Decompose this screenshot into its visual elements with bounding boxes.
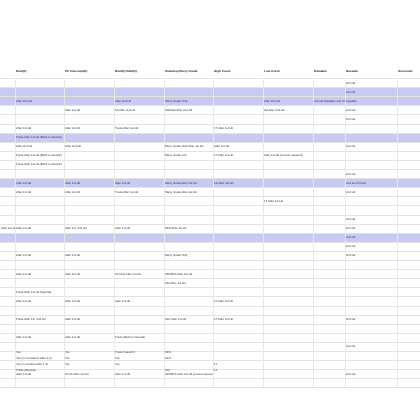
cell[interactable]: Kit 3C After 1st Hit — [65, 371, 89, 376]
row-gridline — [0, 306, 420, 307]
cell[interactable]: Yes — [115, 356, 120, 360]
row-gridline — [0, 233, 420, 234]
row-gridline — [0, 315, 420, 316]
cell[interactable]: 2nd Hit — [346, 371, 356, 376]
cell[interactable]: 2ld After 2nd Hit — [264, 107, 285, 112]
cell[interactable]: 2nd Hit Dataable and Chargeable — [314, 98, 357, 103]
cell[interactable]: After 1st Hit — [115, 180, 131, 185]
spreadsheet-grid — [0, 78, 420, 387]
column-header: Dueable — [346, 69, 359, 73]
highlighted-row — [0, 87, 420, 96]
cell[interactable]: 1T After 1st Hit — [214, 153, 234, 158]
cell[interactable]: Trade After 1st, 2nd Hit — [16, 317, 46, 322]
column-gridline — [313, 78, 314, 387]
column-gridline — [164, 78, 165, 387]
cell[interactable]: After 2nd Hit — [264, 98, 281, 103]
cell[interactable]: After 1st Hit — [65, 271, 81, 276]
cell[interactable]: Yes — [16, 350, 21, 354]
column-gridline — [213, 78, 214, 387]
cell[interactable]: 2nd Hit — [346, 171, 356, 176]
cell[interactable]: 1T After 1st Hit — [214, 298, 234, 303]
cell[interactable]: After 1st Hit — [65, 335, 81, 340]
row-gridline — [0, 251, 420, 252]
cell[interactable]: Trade After 1st Hit — [115, 126, 139, 130]
cell[interactable]: Sild After 1st Hit — [165, 280, 186, 285]
column-header: PC Intercept(E) — [65, 69, 88, 73]
cell[interactable]: Kit Only After 1st Hit — [115, 271, 141, 276]
row-gridline — [0, 215, 420, 216]
row-gridline — [0, 178, 420, 179]
cell[interactable]: Trade After 1st Hit (Back to Neutral) — [16, 135, 62, 140]
cell[interactable]: 2nd Hit — [346, 253, 356, 258]
row-gridline — [0, 160, 420, 161]
cell[interactable]: SLK — [165, 368, 171, 372]
row-gridline — [0, 142, 420, 143]
cell[interactable]: 2nd Hit — [346, 80, 356, 85]
column-header: Raid(#) — [16, 69, 27, 73]
row-gridline — [0, 324, 420, 325]
cell[interactable]: SKS — [165, 356, 171, 360]
cell[interactable]: 1T After 1st Hit — [264, 198, 284, 203]
cell[interactable]: Trade (Neutral) — [16, 368, 36, 372]
cell[interactable]: Trade After 1st Hit (Back to Neutral) — [16, 162, 62, 167]
cell[interactable]: Yes — [65, 356, 70, 360]
cell[interactable]: Sild/SKS After 1st Hit (Lesson Assure) — [165, 371, 214, 376]
cell[interactable]: Yes (in Consistent After 1,2) — [16, 356, 52, 360]
row-gridline — [0, 287, 420, 288]
cell[interactable]: Yes (in Contiue After 1,2) — [16, 362, 49, 366]
row-gridline — [0, 242, 420, 243]
cell[interactable]: Trade (Back to Neutral) — [115, 335, 145, 340]
cell[interactable]: 2nd Hit — [346, 317, 356, 322]
summary-rows — [0, 350, 420, 380]
cell[interactable]: After 1st Hit — [16, 298, 32, 303]
cell[interactable]: 2nd Hit — [346, 244, 356, 249]
cell[interactable]: Trade After 1st Hit — [115, 189, 139, 194]
cell[interactable]: After 2nd Hit — [16, 144, 33, 149]
cell[interactable]: SLK After 1st Hit — [165, 317, 187, 322]
cell[interactable]: SKS — [165, 350, 171, 354]
column-gridline — [345, 78, 346, 387]
column-gridline — [263, 78, 264, 387]
cell[interactable]: After 1st Hit (Lesson required) — [264, 153, 303, 158]
cell[interactable]: Many Grade After 1st Hit — [165, 180, 197, 185]
row-gridline — [0, 133, 420, 134]
cell[interactable]: After 1st Hit — [16, 189, 32, 194]
row-gridline — [0, 278, 420, 279]
cell[interactable]: After 1st Hit — [16, 371, 32, 376]
column-gridline — [397, 78, 398, 387]
cell[interactable]: After 1st, 2nd Hit — [65, 226, 87, 231]
row-gridline — [0, 96, 420, 97]
column-header: High Crash — [214, 69, 231, 73]
column-header: Sideshop/Story Grade — [165, 69, 198, 73]
row-gridline — [0, 105, 420, 106]
row-gridline — [0, 151, 420, 152]
cell[interactable]: Yes — [115, 362, 120, 366]
cell[interactable]: After 2nd Hit — [65, 144, 82, 149]
cell[interactable]: 1st After 1st Hit — [214, 180, 234, 185]
row-gridline — [0, 296, 420, 297]
row-gridline — [0, 342, 420, 343]
cell[interactable]: Trade After 1st Hit (Back to Neutral) — [16, 153, 62, 158]
row-gridline — [0, 78, 420, 79]
cell[interactable]: 2nd Hit — [346, 144, 356, 149]
cell[interactable]: 1T After 1st Hit — [214, 317, 234, 322]
column-header: Surrender — [398, 69, 413, 73]
cell[interactable]: Kit After 2nd Hit — [115, 107, 136, 112]
cell[interactable]: After 1st Hit — [1, 226, 17, 231]
cell[interactable]: After 1st Hit — [16, 226, 32, 231]
row-gridline — [0, 333, 420, 334]
cell[interactable]: Sild/SKS After 1st Hit — [165, 271, 193, 276]
cell[interactable]: After 1st Hit — [214, 144, 230, 149]
cell[interactable]: 1T After 1st Hit — [214, 126, 234, 130]
row-gridline — [0, 269, 420, 270]
cell[interactable]: After 1st Hit — [16, 253, 32, 258]
cell[interactable]: After 1st Hit — [65, 107, 81, 112]
column-header: Dataable — [314, 69, 327, 73]
row-gridline — [0, 114, 420, 115]
cell[interactable]: Many Grade Only — [165, 253, 188, 258]
column-gridline — [15, 78, 16, 387]
row-gridline — [0, 387, 420, 388]
cell[interactable]: Many Grade Only After 1st Hit — [165, 144, 204, 149]
cell[interactable]: After 1st Hit — [16, 271, 32, 276]
cell[interactable]: 2nd Hit — [346, 189, 356, 194]
cell[interactable]: 2nd Hit — [346, 107, 356, 112]
cell[interactable]: 2nd Hit — [346, 116, 356, 121]
cell[interactable]: Yes — [65, 350, 70, 354]
cell[interactable]: 2nd Hit — [346, 235, 356, 240]
row-gridline — [0, 87, 420, 88]
row-gridline — [0, 187, 420, 188]
cell[interactable]: After 1st Hit — [65, 189, 81, 194]
cell[interactable]: SKS After 1st Hit — [165, 226, 187, 231]
cell[interactable]: 2nd and 3rd Hit — [346, 180, 366, 185]
cell[interactable]: After 1st Hit — [65, 126, 81, 130]
cell[interactable]: After 1st Hit — [16, 335, 32, 340]
highlighted-row — [0, 133, 420, 142]
highlighted-row — [0, 233, 420, 242]
cell[interactable]: 2nd Hit — [346, 226, 356, 231]
cell[interactable]: After 1st Hit — [65, 180, 81, 185]
cell[interactable]: After 1st Hit — [65, 253, 81, 258]
cell[interactable]: 1T — [214, 362, 218, 366]
cell[interactable]: Many Grade After 1st Hit — [165, 189, 197, 194]
cell[interactable]: After 1st Hit — [65, 317, 81, 322]
row-gridline — [0, 260, 420, 261]
cell[interactable]: 1T — [214, 368, 218, 372]
cell[interactable]: Many Grade Only — [165, 98, 188, 103]
row-gridline — [0, 169, 420, 170]
cell[interactable]: After 2nd Hit — [16, 98, 33, 103]
cell[interactable]: After 1st Hit — [65, 298, 81, 303]
cell[interactable]: After 2nd Hit — [115, 98, 132, 103]
cell[interactable]: 2nd Hit — [346, 217, 356, 221]
cell[interactable]: After 1st Hit — [16, 180, 32, 185]
cell[interactable]: Many Grade Left — [165, 153, 187, 158]
cell[interactable]: Sid/Stell After 2nd Hit — [165, 107, 193, 112]
highlighted-row — [0, 96, 420, 105]
cell[interactable]: Trade After 1st Hit (Neutral) — [16, 289, 52, 294]
column-header: Low Crash — [264, 69, 280, 73]
column-gridline — [114, 78, 115, 387]
column-gridline — [64, 78, 65, 387]
cell[interactable]: 2nd Hit — [346, 89, 356, 94]
cell[interactable]: Trade (Launch) — [115, 350, 135, 354]
cell[interactable]: After 1st Hit — [16, 126, 32, 130]
row-gridline — [0, 224, 420, 225]
column-header: Raid(#) Raid(#) — [115, 69, 137, 73]
row-gridline — [0, 205, 420, 206]
cell[interactable]: After 1st Hit — [115, 371, 131, 376]
cell[interactable]: After 1st Hit — [115, 226, 131, 231]
cell[interactable]: After 1st Hit — [115, 298, 131, 303]
row-gridline — [0, 196, 420, 197]
row-gridline — [0, 124, 420, 125]
cell[interactable]: Yes — [65, 362, 70, 366]
cell[interactable]: 2nd Hit — [346, 344, 356, 349]
